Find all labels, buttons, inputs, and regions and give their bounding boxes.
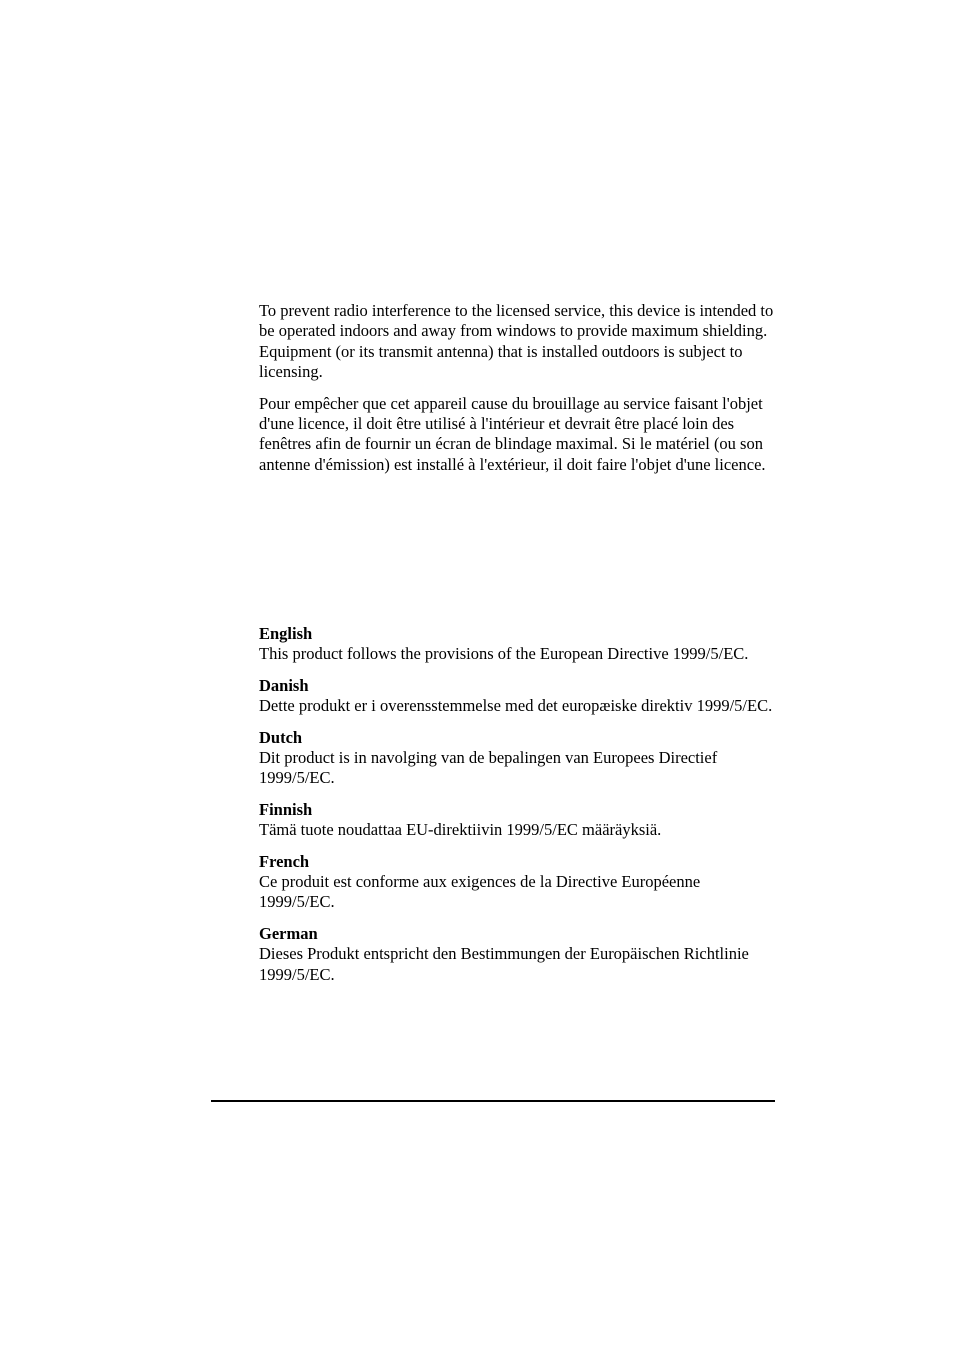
declaration-text: Tämä tuote noudattaa EU-direktiivin 1999/5/EC määräyksiä. xyxy=(259,820,662,840)
language-heading: French xyxy=(259,851,310,871)
footer-divider xyxy=(211,1100,775,1102)
language-heading: English xyxy=(259,624,313,643)
licensing-notice-english: To prevent radio interference to the licensed service, this device is intended to be operated indoors and away from windows to provide maximum shielding. Equipment (or its transmit antenna) that is installed outdoors is subject to licensing. xyxy=(259,301,774,382)
language-heading: Danish xyxy=(259,675,309,695)
declaration-german xyxy=(259,924,779,985)
licensing-notice-french: Pour empêcher que cet appareil cause du brouillage au service faisant l'objet d'une licence, il doit être utilisé à l'intérieur et devrait être placé loin des fenêtres afin de fournir un écran de blindage maximal. Si le matériel (ou son antenne d'émission) est installé à l'extérieur, il doit faire l'objet d'une licence. xyxy=(259,393,766,474)
declaration-english xyxy=(259,624,779,665)
declaration-text: This product follows the provisions of the European Directive 1999/5/EC. xyxy=(259,644,749,664)
declaration-dutch xyxy=(259,728,779,789)
declaration-text: Dieses Produkt entspricht den Bestimmungen der Europäischen Richtlinie 1999/5/EC. xyxy=(259,944,749,984)
declaration-text: Dette produkt er i overensstemmelse med det europæiske direktiv 1999/5/EC. xyxy=(259,696,773,716)
language-heading: Finnish xyxy=(259,799,313,819)
declaration-text: Dit product is in navolging van de bepalingen van Europees Directief 1999/5/EC. xyxy=(259,748,718,788)
language-heading: German xyxy=(259,923,318,943)
declaration-text: Ce produit est conforme aux exigences de la Directive Européenne 1999/5/EC. xyxy=(259,872,701,912)
declaration-danish xyxy=(259,676,779,717)
declaration-finnish xyxy=(259,800,779,841)
directive-declarations xyxy=(259,624,779,996)
licensing-notice xyxy=(259,301,779,486)
declaration-french xyxy=(259,852,779,913)
language-heading: Dutch xyxy=(259,727,303,747)
